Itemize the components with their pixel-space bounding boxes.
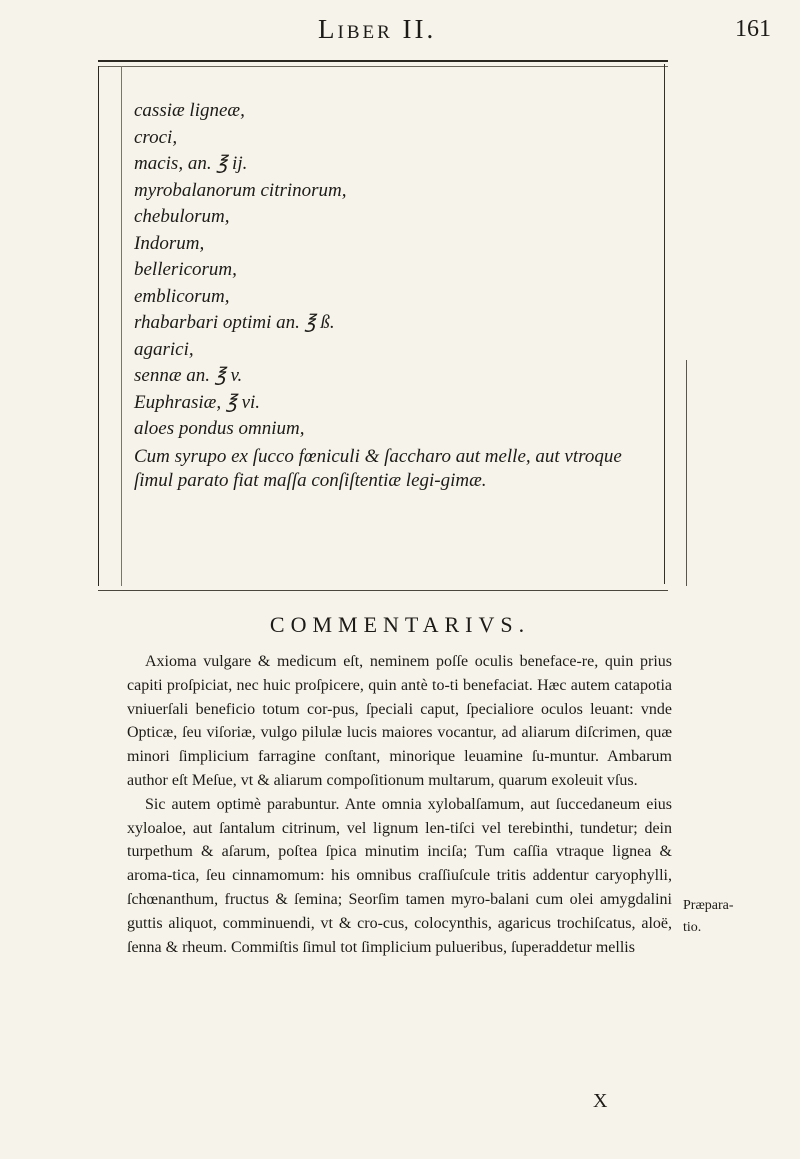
recipe-line: cassiæ ligneæ, — [134, 100, 245, 121]
commentary-heading: COMMENTARIVS. — [269, 612, 531, 637]
frame-right-border — [664, 64, 665, 584]
recipe-line: Euphrasiæ, ℥ vi. — [134, 391, 261, 413]
frame-right-outer-border — [686, 360, 687, 586]
recipe-line: emblicorum, — [134, 285, 230, 307]
recipe-line: aloes pondus omnium, — [134, 418, 305, 439]
recipe-line: rhabarbari optimi an. ℥ ß. — [134, 312, 335, 333]
margin-note: Præpara-tio. — [683, 898, 734, 935]
commentary-paragraph: Axioma vulgare & medicum eſt, neminem poſſe oculis beneface-re, quin prius capiti proſpiciat, nec huic proſpicere, quin antè to-ti benefaciat. Hæc autem catapotia vniuerſali beneficio totum cor-pus, ſpeciali caput, ſpecialiore oculos leuant: vnde Opticæ, ſeu viſoriæ, vulgo pilulæ lucis maiores vocantur, ad aliarum diſcrimen, quæ minori ſimplicium farragine conſtant, minorique leuamine ſu-muntur. Ambarum author eſt Meſue, vt & aliarum compoſitionum multarum, quarum exoleuit vſus. — [127, 653, 672, 789]
recipe-instructions: Cum syrupo ex ſucco fœniculi & ſaccharo aut melle, aut vtroque ſimul parato fiat maſſa conſiſtentiæ legi-gimæ. — [134, 445, 622, 491]
recipe-line: croci, — [134, 126, 178, 148]
recipe-line: agarici, — [134, 338, 194, 360]
recipe-line: myrobalanorum citrinorum, — [134, 179, 347, 201]
recipe-line: bellericorum, — [134, 259, 237, 280]
running-head — [0, 14, 800, 54]
commentary-body — [127, 650, 672, 959]
recipe-line: sennæ an. ℥ v. — [134, 365, 243, 386]
running-title: Liber II. — [318, 14, 437, 44]
recipe-list — [134, 98, 664, 493]
recipe-line: Indorum, — [134, 232, 205, 254]
catchword: X — [593, 1090, 608, 1112]
recipe-line: macis, an. ℥ ij. — [134, 153, 248, 174]
recipe-line: chebulorum, — [134, 206, 230, 227]
page-number: 161 — [735, 16, 771, 42]
frame-left-border — [98, 66, 122, 586]
commentary-paragraph: Sic autem optimè parabuntur. Ante omnia xylobalſamum, aut ſuccedaneum eius xyloaloe, aut ſantalum citrinum, vel lignum len-tiſci vel terebinthi, tundetur; dein turpethum & aſarum, poſtea ſpica minutim inciſa; Tum caſſia vtraque lignea & aroma-tica, ſeu cinnamomum: his omnibus craſſiuſcule tritis addentur caryophylli, ſchœnanthum, fructus & ſemina; Seorſim tamen myro-balani cum olei amygdalini guttis aliquot, comminuendi, vt & cro-cus, colocynthis, agaricus trochiſcatus, aloë, ſenna & rheum. Commiſtis ſimul tot ſimplicium pulueribus, ſuperaddetur mellis — [127, 795, 672, 956]
